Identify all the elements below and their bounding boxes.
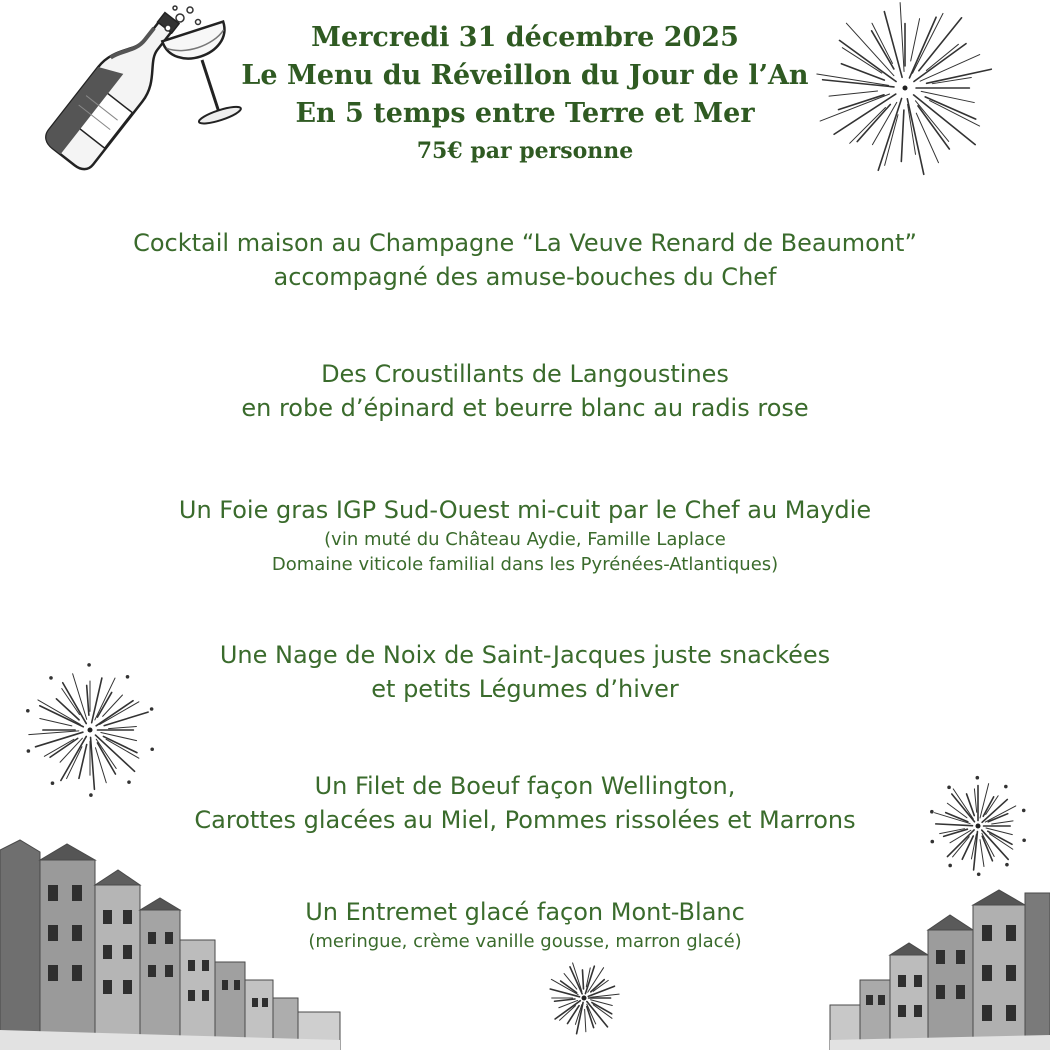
course-note: Domaine viticole familial dans les Pyrénées-Atlantiques) [271,554,779,575]
course-line: Cocktail maison au Champagne “La Veuve Renard de Beaumont” [133,229,917,257]
course-line: Carottes glacées au Miel, Pommes rissolées et Marrons [194,806,856,834]
course-note: (vin muté du Château Aydie, Famille Laplace [324,529,726,550]
menu-title: Le Menu du Réveillon du Jour de l’An [241,60,809,91]
firework-ray [585,1009,586,1031]
course-line: et petits Légumes d’hiver [371,675,679,703]
course-line: accompagné des amuse-bouches du Chef [273,263,777,291]
firework-ray [582,970,583,989]
course-line: Une Nage de Noix de Saint-Jacques juste snackées [219,641,831,669]
course-line: en robe d’épinard et beurre blanc au radis rose [241,394,809,422]
firework-center [582,996,587,1001]
menu-subtitle: En 5 temps entre Terre et Mer [295,98,755,129]
course-line: Un Entremet glacé façon Mont-Blanc [305,898,745,926]
town-street-illustration [0,840,340,1050]
firework-ray [555,999,575,1001]
menu-price: 75€ par personne [416,138,634,164]
firework-ray [560,1006,576,1021]
course-line: Des Croustillants de Langoustines [321,360,729,388]
firework-ray [591,994,619,997]
menu-date: Mercredi 31 décembre 2025 [311,22,739,53]
town-street-illustration [830,885,1050,1050]
firework-ray [561,981,577,993]
firework-ray [591,980,604,992]
course-line: Un Filet de Boeuf façon Wellington, [314,772,736,800]
course-note: (meringue, crème vanille gousse, marron glacé) [308,931,742,952]
course-line: Un Foie gras IGP Sud-Ouest mi-cuit par le Chef au Maydie [178,496,872,524]
